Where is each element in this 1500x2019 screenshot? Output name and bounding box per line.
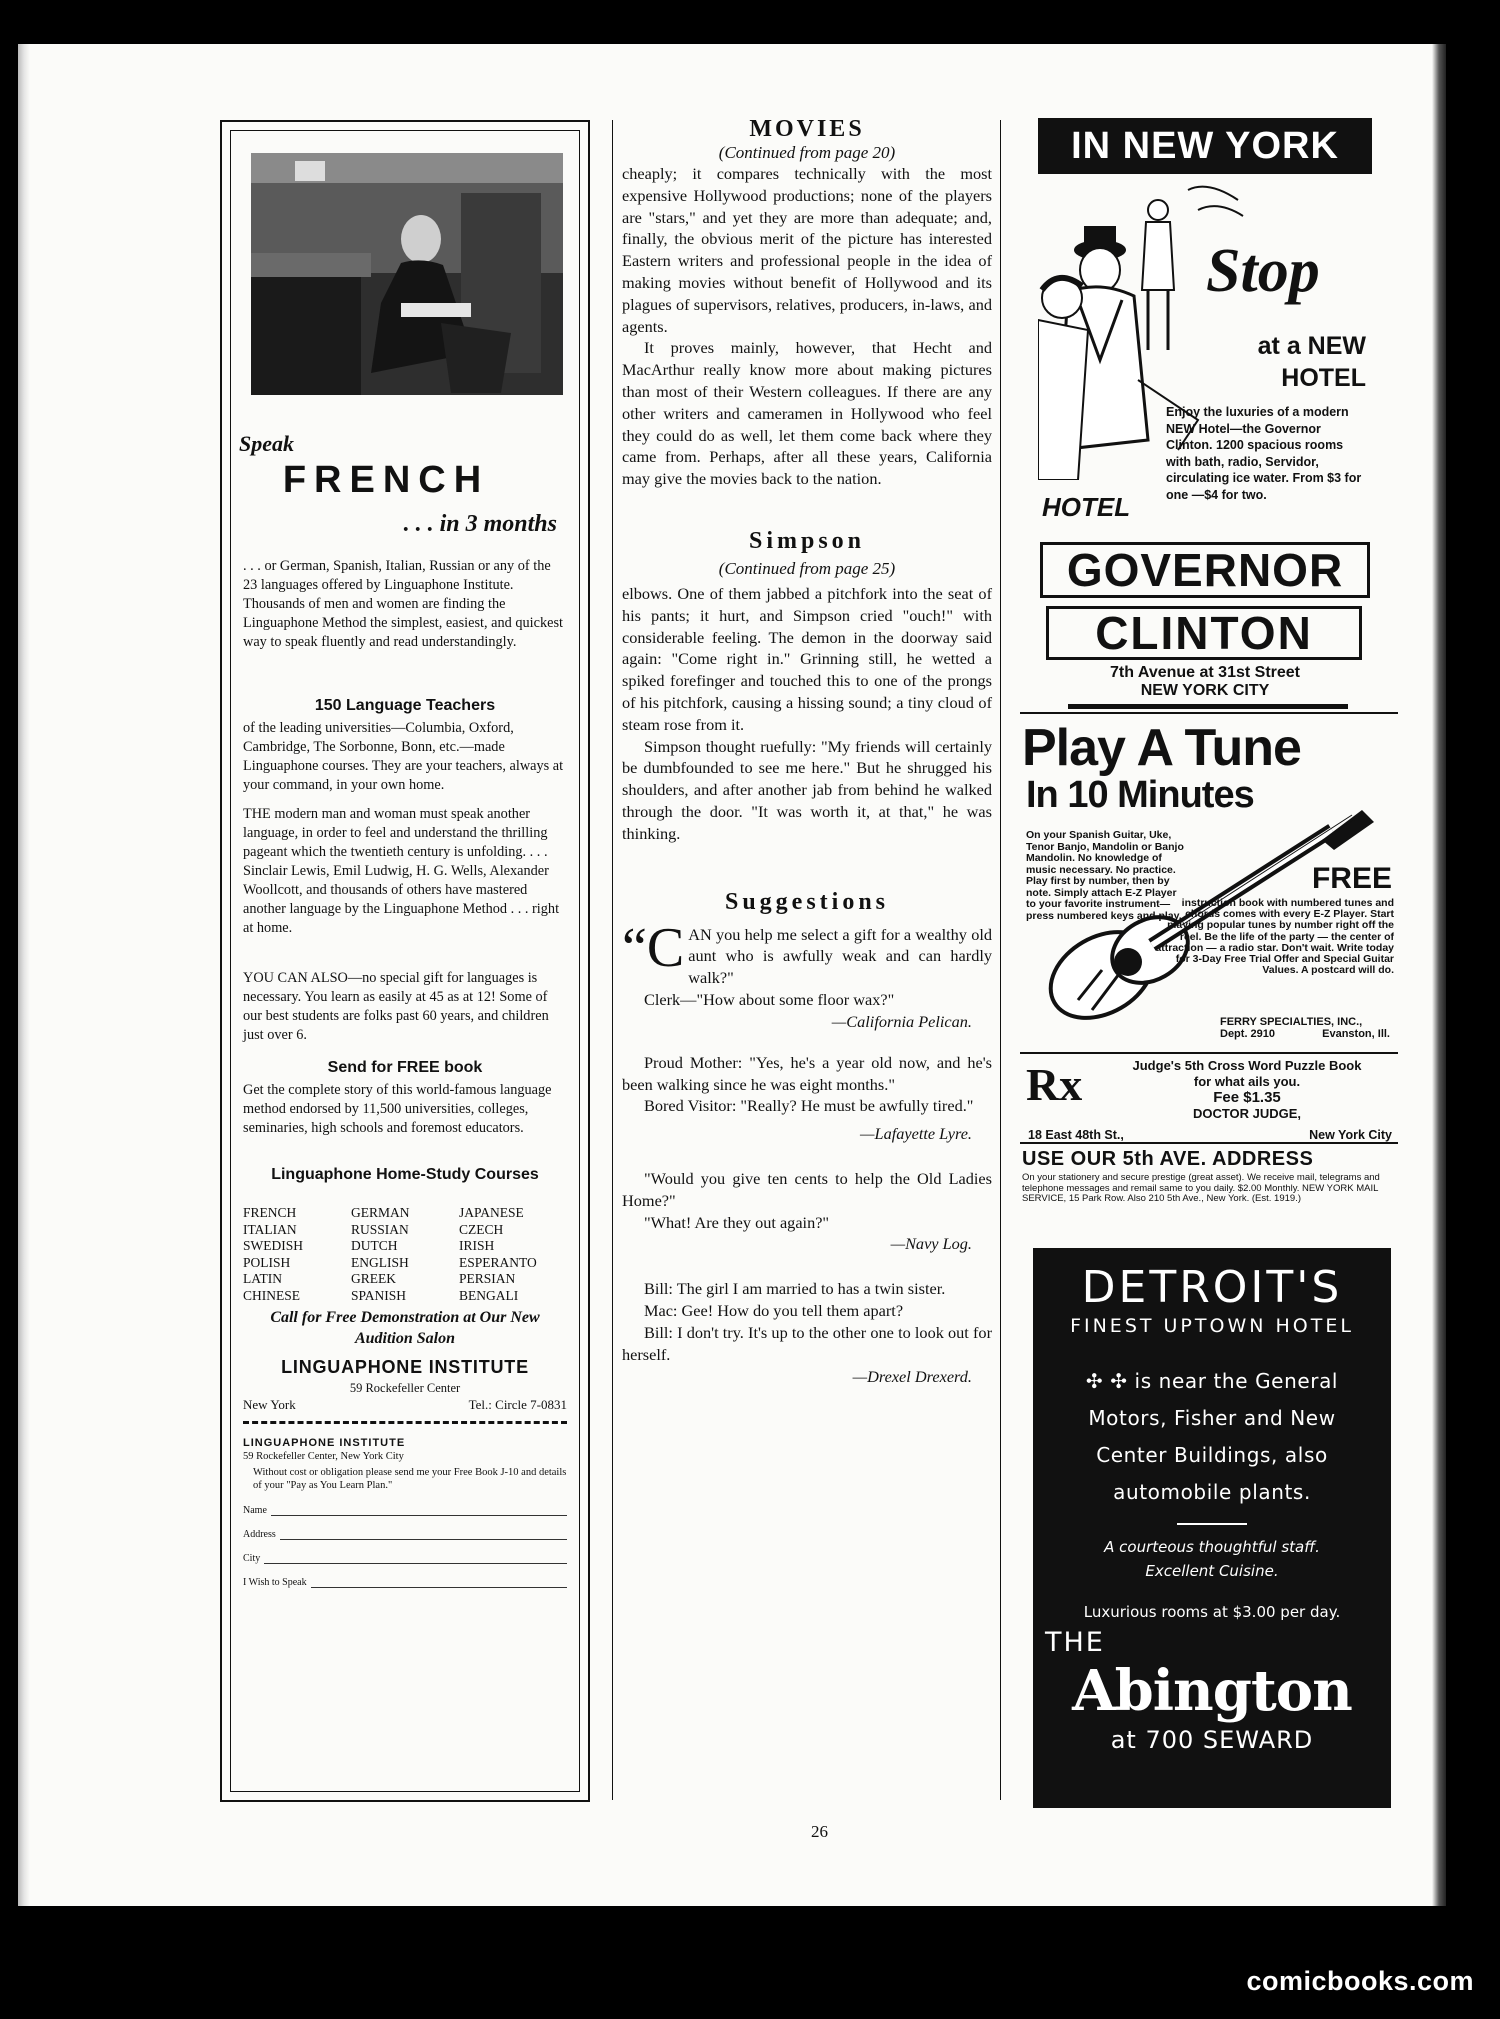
ad-inner-border	[230, 130, 580, 1792]
magazine-page	[18, 44, 1446, 1906]
judge-line-1: Judge's 5th Cross Word Puzzle Book	[1132, 1058, 1362, 1073]
ad-separator	[1020, 1052, 1398, 1054]
joke-4-source: —Drexel Drexerd.	[852, 1366, 972, 1386]
detroits-heading: DETROIT'S	[1081, 1262, 1343, 1313]
simpson-paragraph-2: Simpson thought ruefully: "My friends will certainly be dumbfounded to see me here." But he shrugged his shoulders, and after another jab from behind he walked through the door. "It was worth it, at that," he was thinking.	[622, 736, 992, 843]
course-item: RUSSIAN	[351, 1221, 409, 1237]
ferry-company: FERRY SPECIALTIES, INC.,	[1220, 1016, 1363, 1028]
course-item: CZECH	[459, 1221, 504, 1237]
detroit-abington-ad	[1033, 1248, 1391, 1808]
joke-2-a: Proud Mother: "Yes, he's a year old now, and he's been walking since he was eight months."	[622, 1052, 992, 1094]
clinton-logo: CLINTON	[1046, 606, 1362, 660]
judge-fee: Fee $1.35	[1213, 1089, 1281, 1106]
institute-address: 59 Rockefeller Center	[349, 1381, 461, 1395]
detroit-body	[1033, 1363, 1391, 1511]
speak-label: I Wish to Speak	[243, 1577, 307, 1588]
joke-1-text: AN you help me select a gift for a wealthy old aunt who is awfully weak and can hardly walk?"	[688, 924, 992, 988]
joke-3-b: "What! Are they out again?"	[644, 1212, 830, 1232]
course-item: ESPERANTO	[459, 1254, 537, 1270]
institute-tel: Tel.: Circle 7-0831	[468, 1397, 567, 1412]
movies-paragraph-2: It proves mainly, however, that Hecht and MacArthur really know more about making pictures than most of their Western colleagues. If there are any other writers and cameramen in Hollywood who feel they could do as well, let them come back where they came from. Perhaps, after all these years, California may give the movies back to the nation.	[622, 338, 992, 489]
french-heading: FRENCH	[282, 459, 490, 501]
address-service-text: On your stationery and secure prestige (great asset). We receive mail, telegrams and telephone messages and remail same to you daily. $2.00 Monthly. NEW YORK MAIL SERVICE, 15 Park Row. Also 210 5th Ave., New York. (Est. 1919.)	[1022, 1172, 1380, 1204]
joke-1-clerk: Clerk—"How about some floor wax?"	[644, 989, 895, 1009]
detroit-divider	[1177, 1523, 1247, 1525]
course-item: DUTCH	[351, 1238, 398, 1253]
address-label: Address	[243, 1529, 276, 1540]
coupon-name-field[interactable]	[243, 1505, 567, 1516]
middle-column	[622, 116, 992, 1387]
joke-2-b: Bored Visitor: "Really? He must be awfully tired."	[644, 1096, 974, 1116]
hotel-label: HOTEL	[1042, 492, 1131, 522]
course-item: PERSIAN	[459, 1271, 516, 1286]
course-item: LATIN	[243, 1271, 282, 1286]
course-item: IRISH	[459, 1238, 495, 1253]
coupon-address-field[interactable]	[243, 1529, 567, 1540]
free-label: FREE	[1311, 862, 1392, 895]
seward-location: at 700 SEWARD	[1110, 1726, 1314, 1754]
coupon-text: Without cost or obligation please send me your Free Book J-10 and details of your "Pay as You Learn Plan."	[253, 1467, 567, 1491]
judge-address	[1028, 1128, 1392, 1142]
at-new-text: at a NEW	[1257, 332, 1366, 360]
coupon-title: LINGUAPHONE INSTITUTE	[243, 1437, 406, 1449]
movies-paragraph-1: cheaply; it compares technically with the most expensive Hollywood productions; none of the players are "stars," and yet they are more than adequate; and, finally, the obvious merit of the picture has interested Eastern writers and professional people in the idea of making movies without benefit of Hollywood and its plagues of supervisors, relatives, producers, in-laws, and agents.	[622, 164, 992, 336]
coupon-city-field[interactable]	[243, 1553, 567, 1564]
simpson-paragraph-1: elbows. One of them jabbed a pitchfork into the seat of his pants; it hurt, and Simpson cried "ouch!" with considerable feeling. The demon in the doorway said again: "Come right in." Grinning still, he wetted a spiked forefinger and touched this to one of the prongs of his pitchfork, causing a hissing sound; a tiny cloud of steam rose from it.	[622, 583, 992, 734]
joke-4-b: Mac: Gee! How do you tell them apart?	[644, 1301, 904, 1321]
detroit-body-4: automobile plants.	[1113, 1480, 1311, 1504]
in-new-york-banner: IN NEW YORK	[1038, 118, 1372, 174]
you-can-text: YOU CAN ALSO—no special gift for languages is necessary. You learn as easily at 45 as at 12! Some of our best students are folks past 60 years, and children just over 6.	[243, 970, 549, 1043]
ferry-dept-city	[1220, 1028, 1390, 1040]
ad-separator	[1020, 1142, 1398, 1144]
comicbooks-watermark: comicbooks.com	[1246, 1966, 1474, 1996]
abington-logo: Abington	[1072, 1658, 1352, 1724]
governor-clinton-ad	[1038, 118, 1372, 708]
suggestions-heading: Suggestions	[724, 888, 890, 915]
movies-heading: MOVIES	[749, 116, 865, 142]
hotel-address	[1038, 664, 1372, 700]
teachers-text: of the leading universities—Columbia, Oxford, Cambridge, The Sorbonne, Bonn, etc.—made Linguaphone courses. They are your teachers, always at your command, in your own home.	[243, 720, 564, 793]
man-reading-photo	[251, 153, 563, 395]
judge-line-2: for what ails you.	[1193, 1074, 1301, 1089]
joke-4-a: Bill: The girl I am married to has a twin sister.	[644, 1279, 946, 1299]
column-rule-right	[1000, 120, 1001, 1800]
joke-3-source: —Navy Log.	[890, 1234, 972, 1254]
courteous-staff: A courteous thoughtful staff.	[1104, 1538, 1320, 1556]
courses-list	[243, 1205, 567, 1304]
city-label: City	[243, 1553, 261, 1564]
governor-logo: GOVERNOR	[1040, 542, 1370, 598]
judge-doctor: DOCTOR JUDGE,	[1192, 1106, 1302, 1121]
hotel-avenue: 7th Avenue at 31st Street	[1110, 664, 1300, 681]
detroit-body-1: ✣ ✣ is near the General	[1085, 1369, 1339, 1393]
column-rule-left	[612, 120, 613, 1800]
play-a-tune-ad	[1022, 720, 1400, 1050]
simpson-heading: Simpson	[748, 527, 866, 554]
institute-name: LINGUAPHONE INSTITUTE	[281, 1357, 529, 1377]
course-item: FRENCH	[243, 1205, 297, 1220]
detroit-body-3: Center Buildings, also	[1096, 1443, 1328, 1467]
ferry-city: Evanston, Ill.	[1322, 1028, 1390, 1040]
in-10-minutes-title: In 10 Minutes	[1026, 774, 1254, 816]
institute-city: New York	[243, 1397, 296, 1412]
free-book-text: Get the complete story of this world-famous language method endorsed by 11,500 universities, colleges, seminaries, high schools and foremost educators.	[243, 1082, 552, 1136]
stop-script: Stop	[1206, 237, 1320, 305]
course-item: JAPANESE	[459, 1205, 524, 1220]
simpson-continued: (Continued from page 25)	[718, 558, 896, 578]
judge-crossword-ad	[1022, 1056, 1400, 1142]
course-item: ITALIAN	[243, 1221, 297, 1237]
joke-1-source: —California Pelican.	[831, 1011, 972, 1031]
course-item: BENGALI	[459, 1287, 519, 1303]
modern-text: THE modern man and woman must speak another language, in order to feel and understand the thrilling pageant which the twentieth century is unfolding. . . . Sinclair Lewis, Emil Ludwig, H. G. Wells, Alexander Woollcott, and thousands of others have mastered another language by the Linguaphone Method . . . right at home.	[243, 806, 560, 936]
page-edge-right	[1432, 44, 1446, 1906]
tune-offer-text: instruction book with numbered tunes and chords comes with every E-Z Player. Start playing popular tunes by number right off the reel. Be the life of the party — the center of attraction — a radio star. Don't wait. Write today for 3-Day Free Trial Offer and Special Guitar Values. A postcard will do.	[1155, 897, 1394, 977]
at-new-hotel	[1258, 330, 1366, 394]
joke-2-source: —Lafayette Lyre.	[860, 1124, 972, 1144]
use-address-heading: USE OUR 5th AVE. ADDRESS	[1022, 1148, 1314, 1170]
luxurious-rooms: Luxurious rooms at $3.00 per day.	[1083, 1603, 1341, 1621]
hotel-text: HOTEL	[1281, 364, 1366, 392]
rx-symbol: Rx	[1026, 1059, 1083, 1110]
teachers-heading: 150 Language Teachers	[314, 697, 496, 714]
coupon-speak-field[interactable]	[243, 1577, 567, 1588]
the-label: THE	[1045, 1627, 1105, 1658]
ferry-dept: Dept. 2910	[1220, 1028, 1276, 1040]
course-item: GERMAN	[351, 1205, 410, 1220]
coupon-cut-line	[243, 1421, 567, 1424]
intro-text: . . . or German, Spanish, Italian, Russian or any of the 23 languages offered by Linguaphone Institute. Thousands of men and women are finding the Linguaphone Method the simplest, easiest, and quickest way to speak fluently and read understandingly.	[243, 558, 564, 650]
tune-instructions: On your Spanish Guitar, Uke, Tenor Banjo, Mandolin or Banjo Mandolin. No knowledge of music necessary. No practice. Play first by number, then by note. Simply attach E-Z Player to your favorite instrument—press numbered keys and play.	[1026, 829, 1184, 922]
months-heading: . . . in 3 months	[403, 511, 557, 537]
hotel-city: NEW YORK CITY	[1140, 682, 1270, 699]
name-label: Name	[243, 1505, 267, 1516]
finest-hotel-subtitle: FINEST UPTOWN HOTEL	[1070, 1315, 1354, 1337]
linguaphone-ad	[220, 120, 590, 1802]
joke-1	[622, 916, 992, 989]
judge-text	[1102, 1058, 1392, 1122]
speak-heading: Speak	[239, 431, 294, 456]
free-book-heading: Send for FREE book	[327, 1059, 483, 1076]
detroit-body-2: Motors, Fisher and New	[1088, 1406, 1336, 1430]
coupon-address: 59 Rockefeller Center, New York City	[243, 1451, 404, 1462]
course-item: POLISH	[243, 1254, 291, 1270]
judge-street: 18 East 48th St.,	[1028, 1128, 1124, 1142]
hotel-bottom-bar	[1068, 704, 1348, 709]
hotel-description: Enjoy the luxuries of a modern NEW Hotel—the Governor Clinton. 1200 spacious rooms with bath, radio, Servidor, circulating ice water. From $3 for one —$4 for two.	[1166, 405, 1362, 502]
joke-3-a: "Would you give ten cents to help the Old Ladies Home?"	[622, 1169, 992, 1210]
fifth-ave-address-ad	[1022, 1148, 1396, 1248]
page-edge-left	[18, 44, 30, 1906]
courses-heading: Linguaphone Home-Study Courses	[271, 1166, 539, 1183]
ad-separator	[1020, 712, 1398, 714]
institute-city-tel	[243, 1397, 567, 1413]
judge-city: New York City	[1309, 1128, 1392, 1142]
joke-4-c: Bill: I don't try. It's up to the other one to look out for herself.	[622, 1323, 992, 1364]
movies-continued: (Continued from page 20)	[718, 143, 896, 162]
page-number: 26	[811, 1822, 828, 1841]
demo-text: Call for Free Demonstration at Our New Audition Salon	[270, 1309, 540, 1347]
course-item: SWEDISH	[243, 1238, 303, 1253]
course-item: SPANISH	[351, 1287, 407, 1303]
play-a-tune-title: Play A Tune	[1022, 719, 1301, 777]
course-item: ENGLISH	[351, 1254, 409, 1270]
course-item: CHINESE	[243, 1287, 300, 1303]
ferry-address	[1220, 1016, 1390, 1040]
course-item: GREEK	[351, 1271, 396, 1286]
dropcap: “C	[622, 916, 685, 979]
excellent-cuisine: Excellent Cuisine.	[1145, 1562, 1279, 1580]
